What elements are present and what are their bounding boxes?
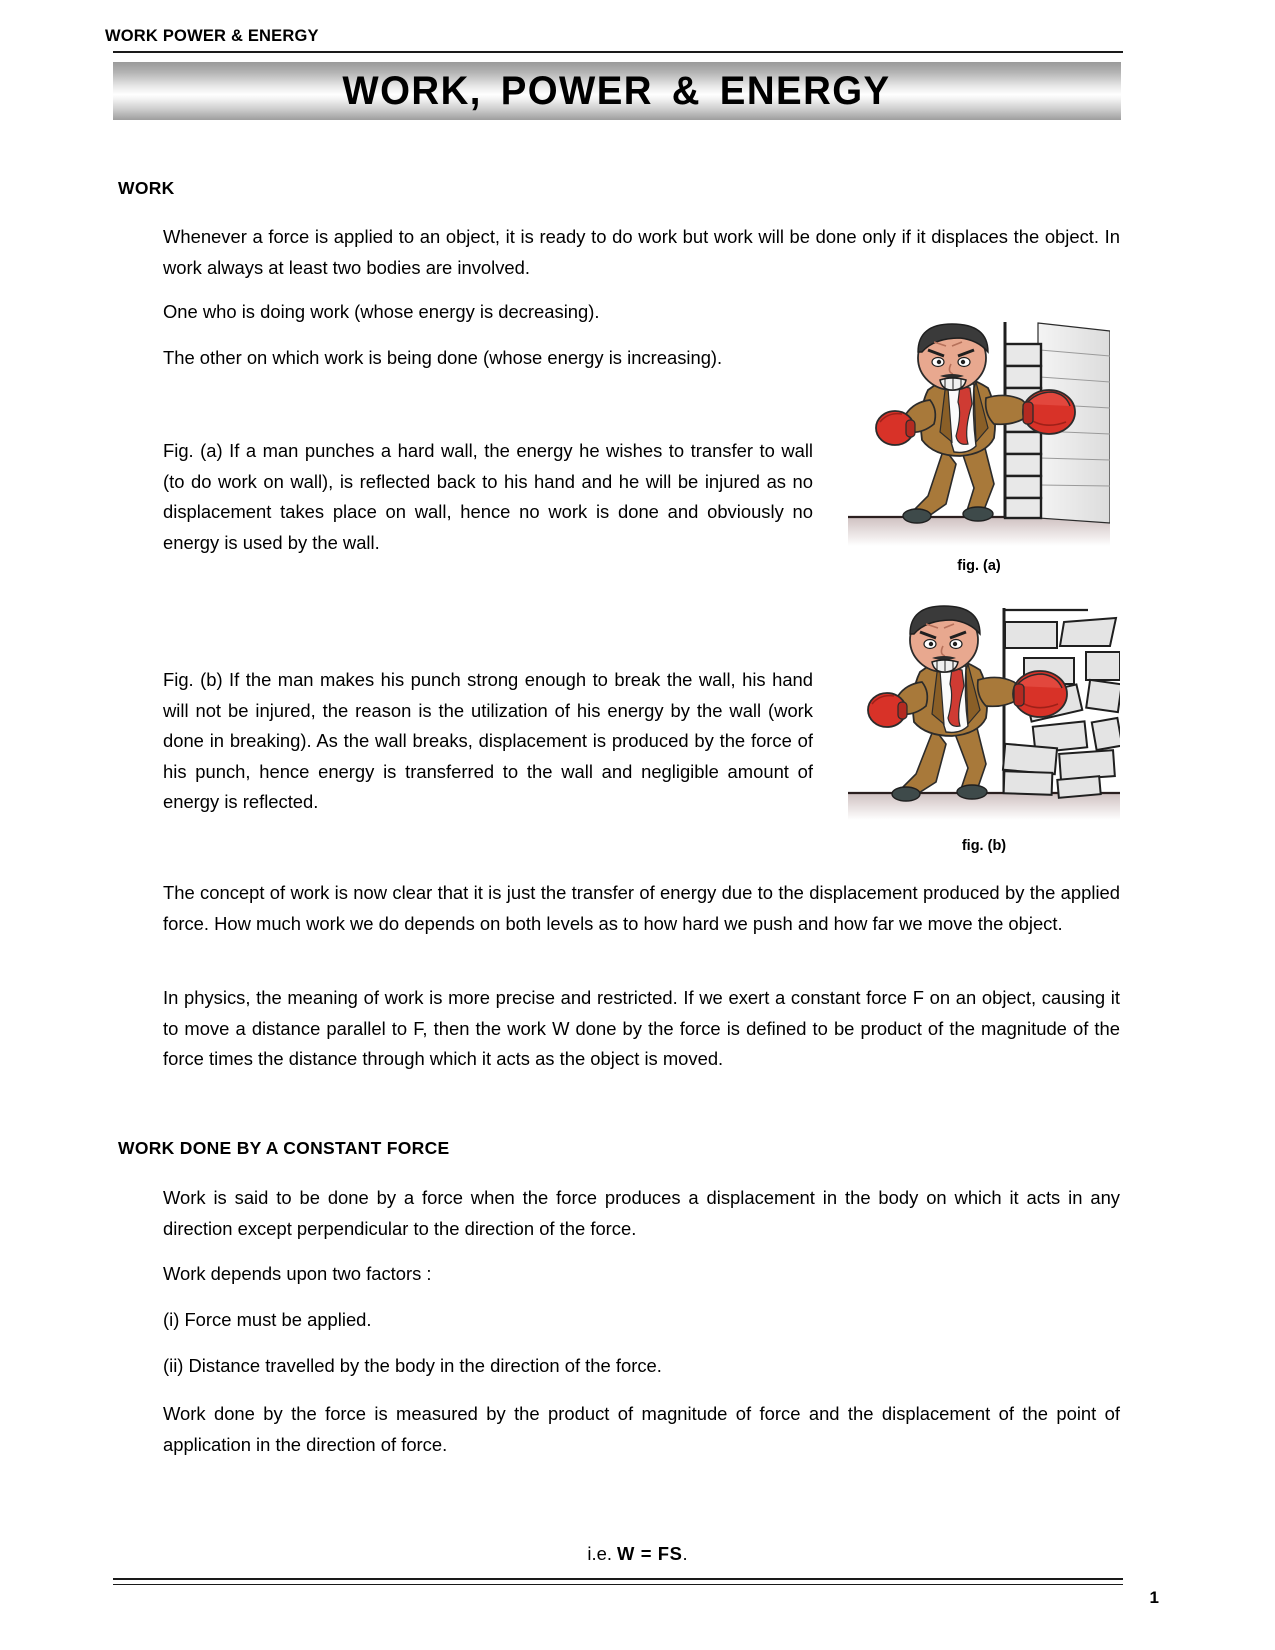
equation-work-formula bbox=[0, 1543, 1275, 1565]
boxing-glove-rear-b bbox=[868, 693, 907, 727]
paragraph-work-definition: Work is said to be done by a force when the force produces a displacement in the body on which it acts in any direction except perpendicular to the direction of the force. bbox=[163, 1187, 1120, 1239]
boxing-glove-front-b bbox=[1013, 671, 1067, 717]
boxer-head-b bbox=[910, 606, 980, 672]
paragraph-work-receiver: The other on which work is being done (whose energy is increasing). bbox=[163, 347, 723, 368]
boxing-glove-rear bbox=[876, 411, 915, 445]
paragraph-work-doer: One who is doing work (whose energy is decreasing). bbox=[163, 301, 600, 322]
list-item-distance-travelled: (ii) Distance travelled by the body in the direction of the force. bbox=[163, 1355, 662, 1376]
section-heading-work: WORK bbox=[118, 178, 175, 198]
list-item-force-applied: (i) Force must be applied. bbox=[163, 1309, 372, 1330]
figure-b-illustration bbox=[848, 602, 1120, 820]
footer-divider-thick bbox=[113, 1578, 1123, 1580]
equation-prefix: i.e. bbox=[587, 1543, 618, 1564]
paragraph-fig-b-description: Fig. (b) If the man makes his punch strong enough to break the wall, his hand will not be injured, the reason is the utilization of his energy by the wall (work done in breaking). As the wall breaks, displacement is produced by the force of his punch, hence energy is transferred to the wall and negligible amount of energy is reflected. bbox=[163, 669, 813, 812]
title-banner bbox=[113, 62, 1121, 120]
figure-a bbox=[848, 318, 1110, 546]
figure-b bbox=[848, 602, 1120, 820]
paragraph-work-concept: The concept of work is now clear that it is just the transfer of energy due to the displacement produced by the applied force. How much work we do depends on both levels as to how hard we push and how far we move the object. bbox=[163, 882, 1120, 934]
paragraph-fig-a-description: Fig. (a) If a man punches a hard wall, the energy he wishes to transfer to wall (to do work on wall), is reflected back to his hand and he will be injured as no displacement takes place on wall, hence no work is done and obviously no energy is used by the wall. bbox=[163, 440, 813, 553]
paragraph-work-measured: Work done by the force is measured by the product of magnitude of force and the displacement of the point of application in the direction of force. bbox=[163, 1403, 1120, 1455]
page-number: 1 bbox=[1149, 1588, 1159, 1607]
paragraph-two-factors: Work depends upon two factors : bbox=[163, 1263, 432, 1284]
boxing-glove-front bbox=[1023, 390, 1075, 434]
page-title: WORK, POWER & ENERGY bbox=[342, 68, 892, 113]
equation-suffix: . bbox=[682, 1543, 688, 1564]
figure-a-illustration bbox=[848, 318, 1110, 546]
footer-divider-thin bbox=[113, 1584, 1123, 1585]
section-heading-work-done-constant-force: WORK DONE BY A CONSTANT FORCE bbox=[118, 1138, 450, 1158]
figure-b-caption: fig. (b) bbox=[961, 838, 1007, 854]
paragraph-work-physics: In physics, the meaning of work is more precise and restricted. If we exert a constant force F on an object, causing it to move a distance parallel to F, then the work W done by the force is defined to be product of the magnitude of the force times the distance through which it acts as the object is moved. bbox=[163, 987, 1120, 1069]
running-header: WORK POWER & ENERGY bbox=[105, 27, 319, 45]
boxer-head-a bbox=[918, 324, 988, 390]
header-divider bbox=[113, 51, 1123, 53]
figure-a-caption: fig. (a) bbox=[957, 558, 1001, 574]
equation-formula: W = FS bbox=[617, 1543, 683, 1564]
paragraph-work-intro: Whenever a force is applied to an object, it is ready to do work but work will be done only if it displaces the object. In work always at least two bodies are involved. bbox=[163, 226, 1120, 278]
